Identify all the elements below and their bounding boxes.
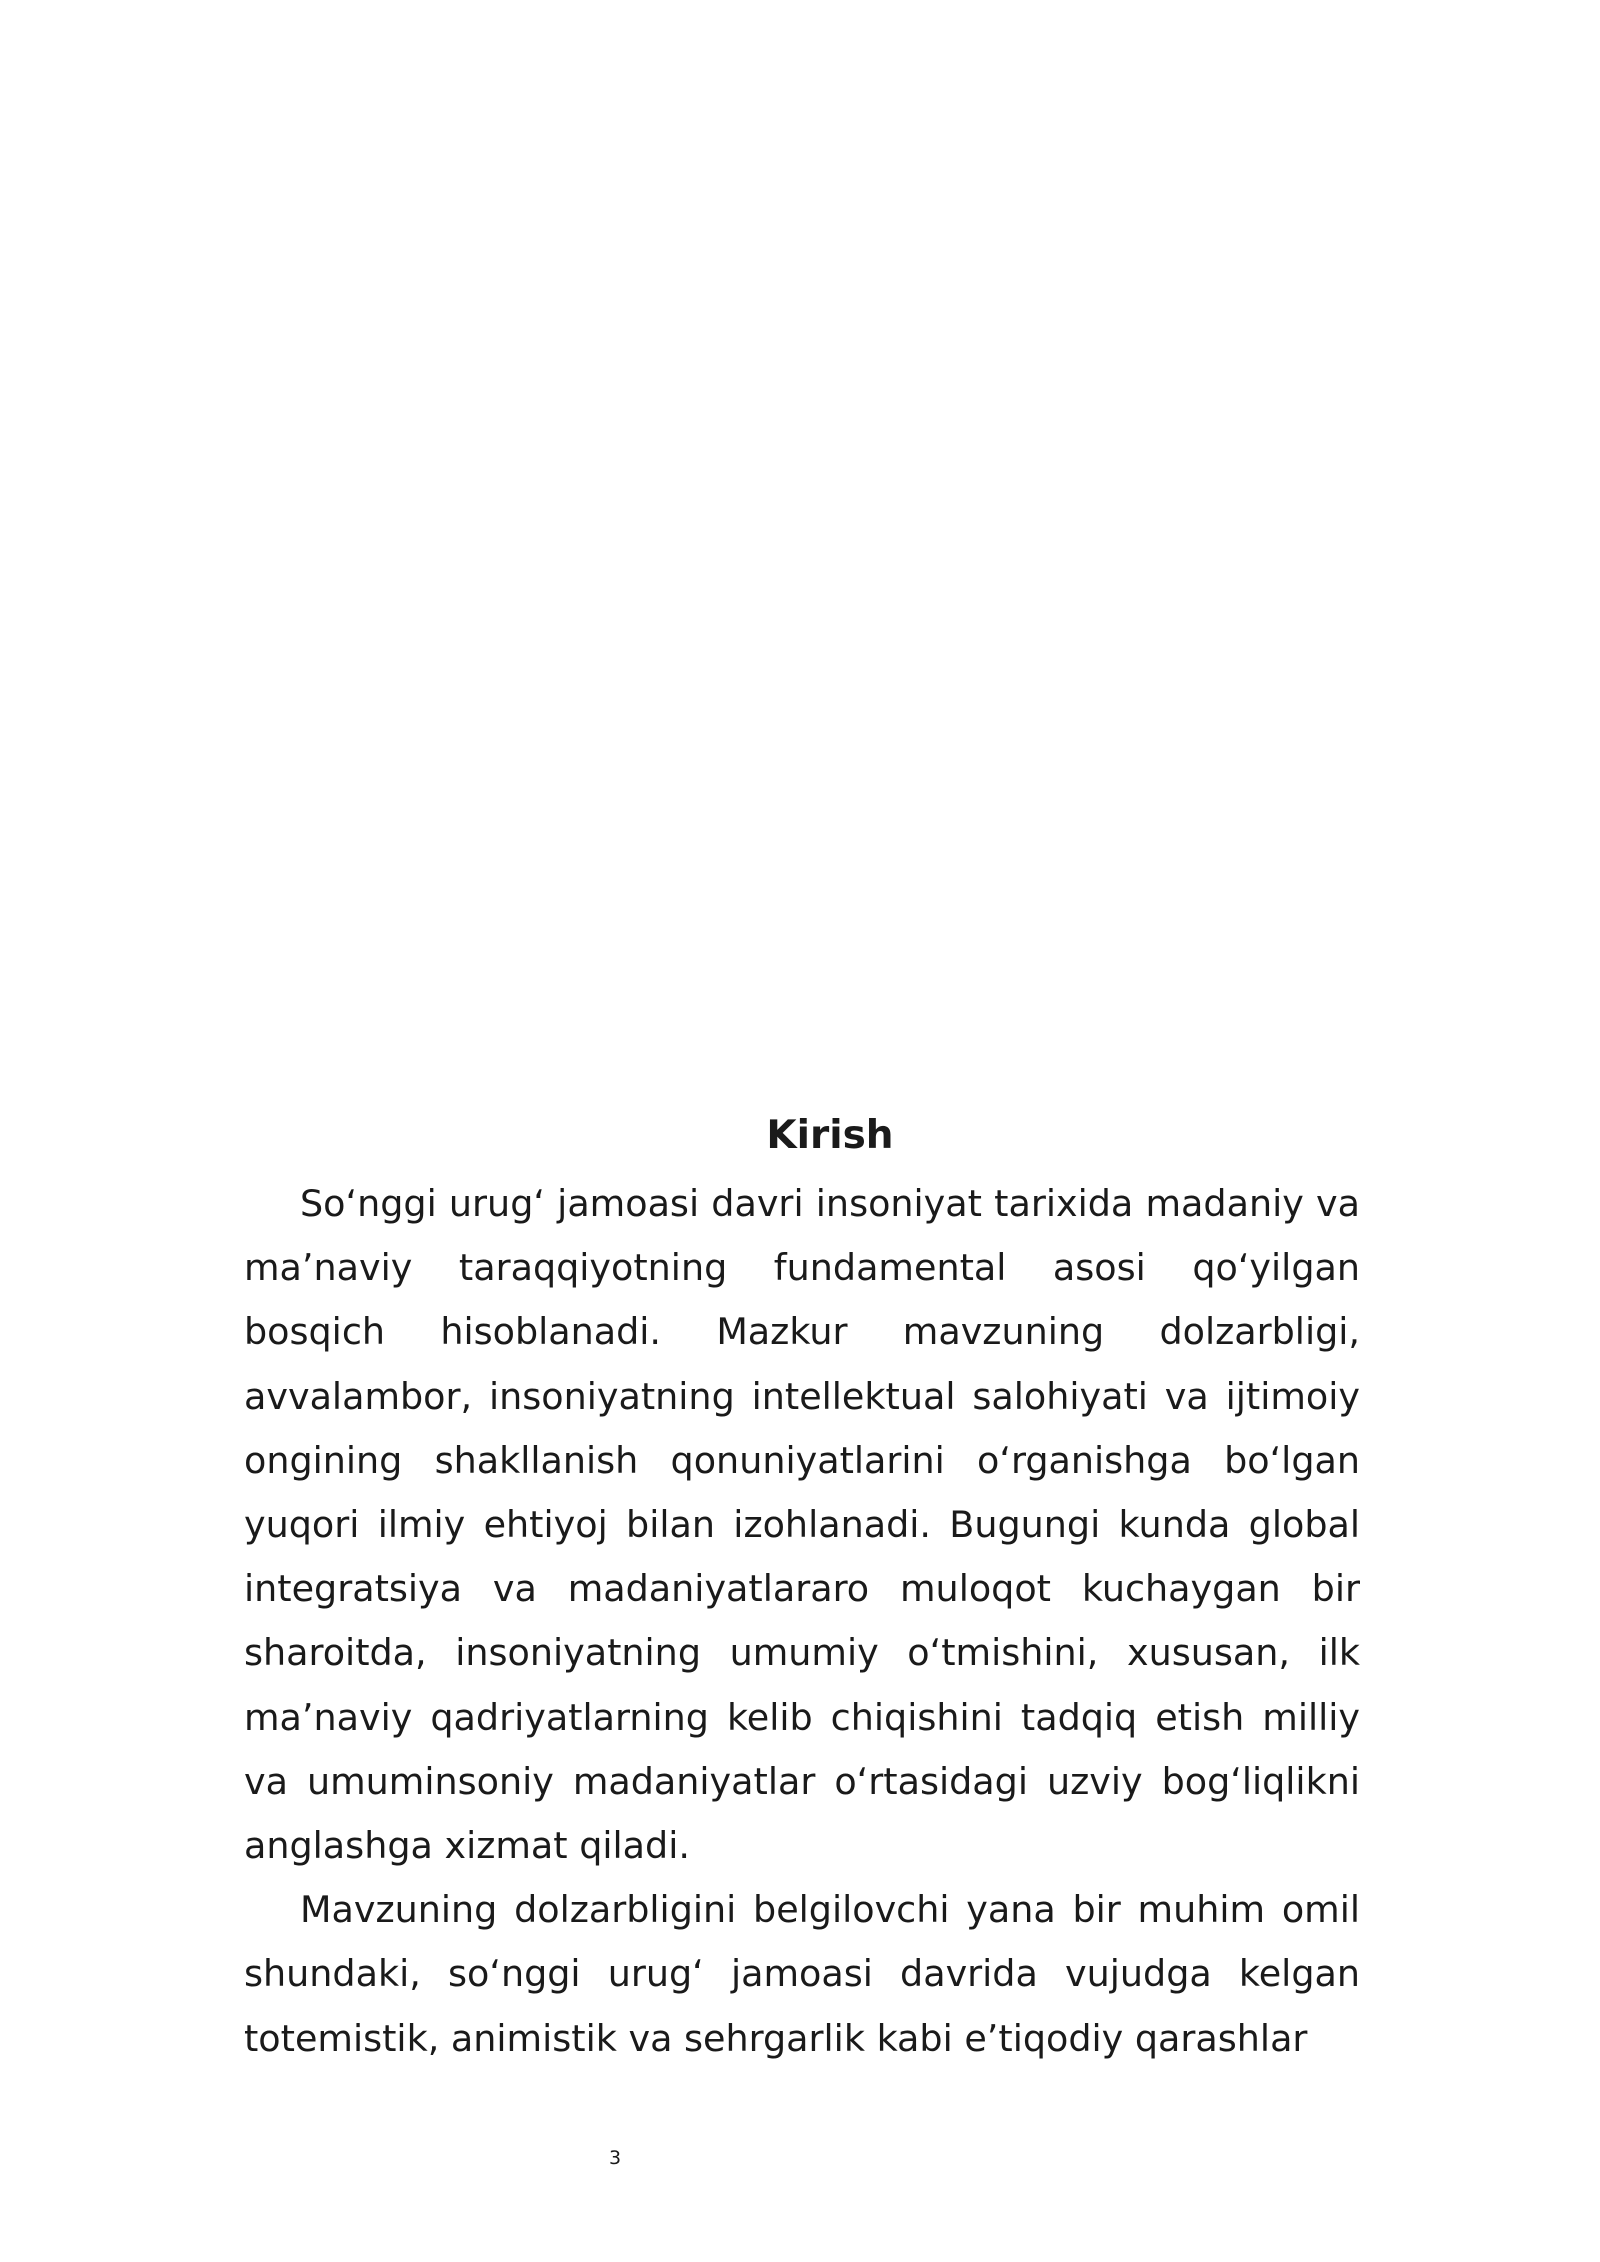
body-text [244, 1172, 1360, 2071]
paragraph: So‘nggi urug‘ jamoasi davri insoniyat tarixida madaniy va ma’naviy taraqqiyotning fundamental asosi qo‘yilgan bosqich hisoblanadi. Mazkur mavzuning dolzarbligi, avvalambor, insoniyatning intellektual salohiyati va ijtimoiy ongining shakllanish qonuniyatlarini o‘rganishga bo‘lgan yuqori ilmiy ehtiyoj bilan izohlanadi. Bugungi kunda global integratsiya va madaniyatlararo muloqot kuchaygan bir sharoitda, insoniyatning umumiy o‘tmishini, xususan, ilk ma’naviy qadriyatlarning kelib chiqishini tadqiq etish milliy va umuminsoniy madaniyatlar o‘rtasidagi uzviy bog‘liqlikni anglashga xizmat qiladi. [244, 1182, 1360, 1868]
paragraph: Mavzuning dolzarbligini belgilovchi yana bir muhim omil shundaki, so‘nggi urug‘ jamoasi davrida vujudga kelgan totemistik, animistik va sehrgarlik kabi e’tiqodiy qarashlar [244, 1888, 1360, 2060]
page-number: 3 [608, 2147, 622, 2169]
section-heading: Kirish [766, 1113, 894, 1158]
